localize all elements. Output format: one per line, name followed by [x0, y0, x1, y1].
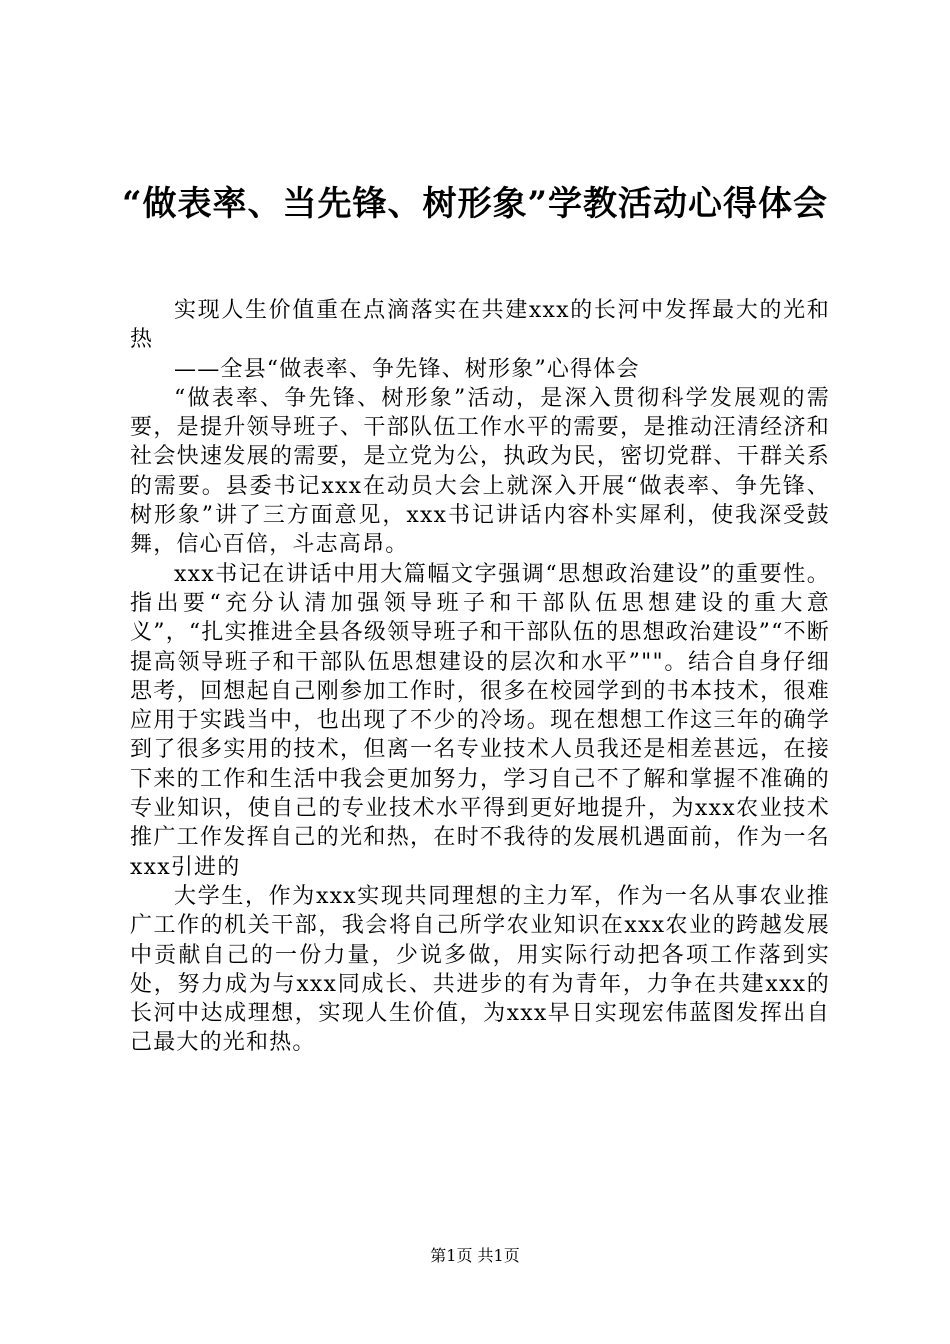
- paragraph-1: 实现人生价值重在点滴落实在共建xxx的长河中发挥最大的光和热: [130, 298, 830, 353]
- paragraph-3: “做表率、争先锋、树形象”活动，是深入贯彻科学发展观的需要，是提升领导班子、干部队伍工作水平的需要，是推动汪清经济和社会快速发展的需要，是立党为公，执政为民，密切党群、干群关系的需要。县委书记xxx在动员大会上就深入开展“做表率、争先锋、树形象”讲了三方面意见，xxx书记讲话内容朴实犀利，使我深受鼓舞，信心百倍，斗志高昂。: [130, 385, 830, 558]
- paragraph-2-subtitle: ——全县“做表率、争先锋、树形象”心得体会: [174, 356, 640, 382]
- document-title: “做表率、当先锋、树形象”学教活动心得体会: [121, 184, 829, 224]
- document-body: [130, 296, 830, 1058]
- page-footer: 第1页 共1页: [430, 1246, 520, 1265]
- paragraph-4: xxx书记在讲话中用大篇幅文字强调“思想政治建设”的重要性。指出要“充分认清加强领导班子和干部队伍思想建设的重大意义”，“扎实推进全县各级领导班子和干部队伍的思想政治建设”“不断提高领导班子和干部队伍思想建设的层次和水平”""。结合自身仔细思考，回想起自己刚参加工作时，很多在校园学到的书本技术，很难应用于实践当中，也出现了不少的冷场。现在想想工作这三年的确学到了很多实用的技术，但离一名专业技术人员我还是相差甚远，在接下来的工作和生活中我会更加努力，学习自己不了解和掌握不准确的专业知识，使自己的专业技术水平得到更好地提升，为xxx农业技术推广工作发挥自己的光和热，在时不我待的发展机遇面前，作为一名xxx引进的: [130, 561, 830, 880]
- paragraph-5: 大学生，作为xxx实现共同理想的主力军，作为一名从事农业推广工作的机关干部，我会将自己所学农业知识在xxx农业的跨越发展中贡献自己的一份力量，少说多做，用实际行动把各项工作落到实处，努力成为与xxx同成长、共进步的有为青年，力争在共建xxx的长河中达成理想，实现人生价值，为xxx早日实现宏伟蓝图发挥出自己最大的光和热。: [130, 883, 830, 1056]
